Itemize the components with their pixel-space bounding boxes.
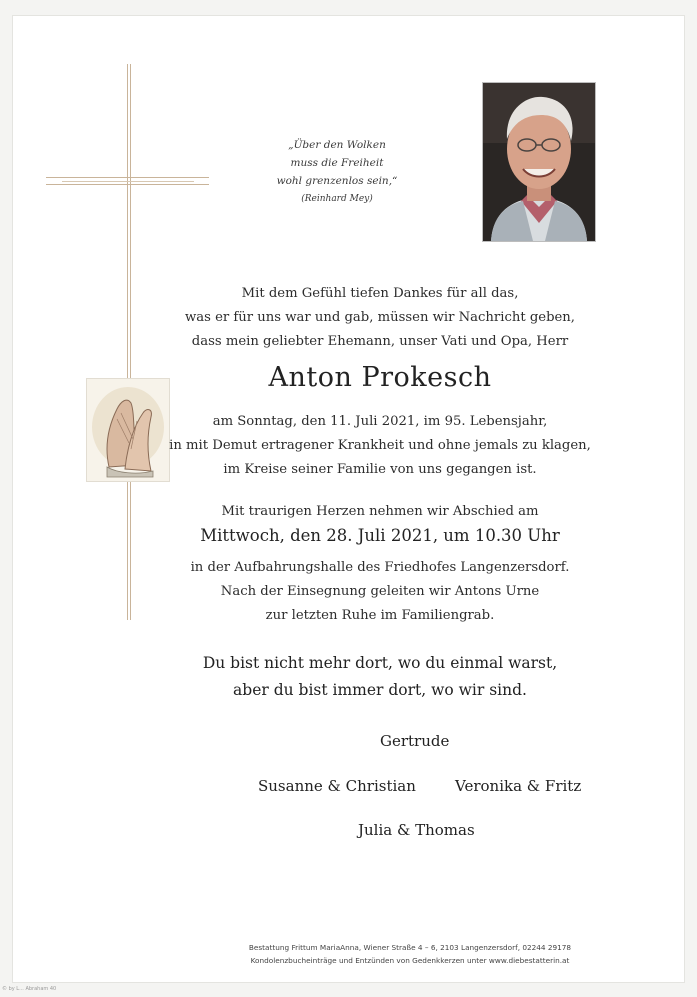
ceremony-line: Nach der Einsegnung geleiten wir Antons Urne	[220, 584, 540, 599]
ceremony-line: zur letzten Ruhe im Familiengrab.	[265, 608, 495, 623]
footer-condolence: Kondolenzbucheinträge und Entzünden von Gedenkkerzen unter www.diebestatterin.at	[250, 956, 570, 965]
quote-author: (Reinhard Mey)	[301, 194, 373, 204]
quote-line: wohl grenzenlos sein,“	[276, 175, 398, 187]
quote-line: muss die Freiheit	[290, 157, 384, 169]
quote-line: „Über den Wolken	[288, 139, 386, 151]
mourner-pair: Veronika & Fritz	[455, 777, 582, 795]
passing-line: im Kreise seiner Familie von uns gegangen ist.	[223, 462, 537, 477]
funeral-home-footer	[200, 941, 620, 967]
intro-line: Mit dem Gefühl tiefen Dankes für all das,	[241, 286, 519, 301]
passing-text	[150, 410, 610, 482]
ceremony-text	[150, 556, 610, 628]
intro-line: dass mein geliebter Ehemann, unser Vati und Opa, Herr	[191, 334, 569, 349]
footer-address: Bestattung Frittum MariaAnna, Wiener Straße 4 – 6, 2103 Langenzersdorf, 02244 29178	[248, 943, 572, 952]
mourner-pair: Susanne & Christian	[258, 777, 416, 795]
mourner-pair: Julia & Thomas	[358, 821, 475, 839]
cross-inner-line	[62, 181, 194, 182]
mourner-spouse: Gertrude	[380, 732, 450, 750]
passing-line: in mit Demut ertragener Krankheit und ohne jemals zu klagen,	[169, 438, 591, 453]
verse-line: Du bist nicht mehr dort, wo du einmal warst,	[202, 654, 558, 672]
passing-line: am Sonntag, den 11. Juli 2021, im 95. Lebensjahr,	[212, 414, 548, 429]
farewell-intro: Mit traurigen Herzen nehmen wir Abschied am	[221, 504, 539, 519]
memorial-verse	[150, 650, 610, 704]
cross-vertical-beam	[127, 64, 131, 620]
funeral-date: Mittwoch, den 28. Juli 2021, um 10.30 Uhr	[200, 526, 560, 545]
deceased-name: Anton Prokesch	[268, 362, 492, 393]
deceased-portrait	[482, 82, 596, 242]
corner-note: © by L... Abraham 40	[2, 986, 57, 992]
ceremony-line: in der Aufbahrungshalle des Friedhofes Langenzersdorf.	[190, 560, 570, 575]
quote-block	[262, 136, 412, 208]
intro-line: was er für uns war und gab, müssen wir Nachricht geben,	[185, 310, 575, 325]
verse-line: aber du bist immer dort, wo wir sind.	[233, 681, 527, 699]
intro-text	[150, 282, 610, 354]
